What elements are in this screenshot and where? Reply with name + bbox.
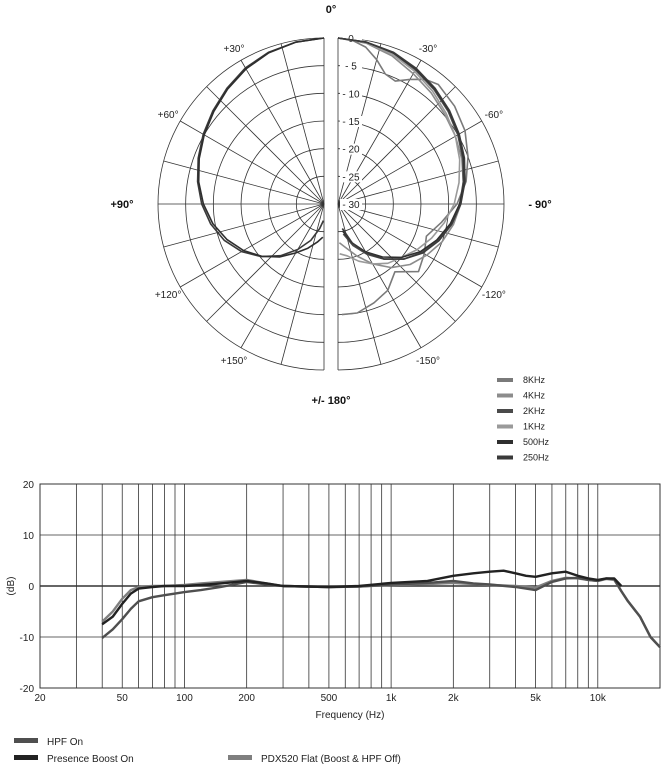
radial-tick-label: 0 [348,34,354,45]
series-line-1 [102,571,621,625]
polar-spoke [338,204,455,321]
y-tick-label: 20 [22,480,34,491]
legend-swatch [497,409,513,413]
polar-spoke [338,204,482,287]
y-tick-label: 0 [28,582,34,593]
polar-right-label: - 90° [528,199,552,211]
freq-legend-label: HPF On [47,737,84,748]
polar-bottom-label: +/- 180° [311,395,351,407]
polar-spoke [241,60,324,204]
polar-spoke [338,204,421,348]
x-tick-label: 100 [176,693,193,704]
angle-label: -60° [484,110,504,121]
polar-spoke [180,121,324,204]
x-tick-label: 500 [320,693,338,704]
freq-legend-swatch [14,755,38,760]
legend-swatch [497,394,513,398]
legend-label: 250Hz [523,452,550,463]
frequency-response-chart [0,420,663,766]
x-tick-label: 10k [589,693,606,704]
polar-grid-right [338,38,504,370]
radial-tick-label: - 15 [342,117,360,128]
angle-label: +120° [154,290,182,301]
legend-label: 8KHz [523,375,546,385]
angle-label: -120° [481,290,506,301]
legend-swatch [497,378,513,382]
x-axis-label: Frequency (Hz) [315,710,385,721]
angle-label: -30° [418,44,438,56]
radial-tick-label: - 30 [342,200,360,211]
y-tick-label: 10 [22,531,34,542]
legend-label: 500Hz [523,437,550,447]
legend-label: 2KHz [523,406,546,416]
y-tick-label: -10 [19,633,34,644]
y-axis-label: (dB) [6,576,17,596]
polar-spoke [207,87,324,204]
freq-legend-label: PDX520 Flat (Boost & HPF Off) [261,754,401,765]
x-tick-label: 5k [530,693,541,704]
radial-tick-label: - 20 [342,144,360,156]
radial-tick-label: - 25 [342,172,360,184]
x-tick-label: 20 [34,693,46,704]
polar-top-label: 0° [325,4,337,16]
angle-label: +30° [223,44,245,56]
x-tick-label: 1k [385,693,397,704]
polar-grid-left [158,38,324,370]
freq-legend-swatch [14,738,38,743]
legend-label: 1KHz [523,421,546,432]
freq-legend-label: Presence Boost On [47,754,134,765]
legend-label: 4KHz [523,390,546,401]
x-tick-label: 2k [448,693,459,704]
angle-label: +60° [157,110,179,121]
polar-spoke [241,204,324,348]
radial-tick-label: - 5 [345,61,357,73]
x-tick-label: 200 [238,693,256,704]
angle-label: -150° [415,355,441,367]
freq-legend-swatch [228,755,252,760]
x-tick-label: 50 [116,693,128,704]
radial-tick-label: - 10 [342,89,360,101]
polar-spoke [207,204,324,321]
y-tick-label: -20 [19,684,34,695]
angle-label: +150° [220,355,248,367]
polar-left-label: +90° [110,199,134,211]
